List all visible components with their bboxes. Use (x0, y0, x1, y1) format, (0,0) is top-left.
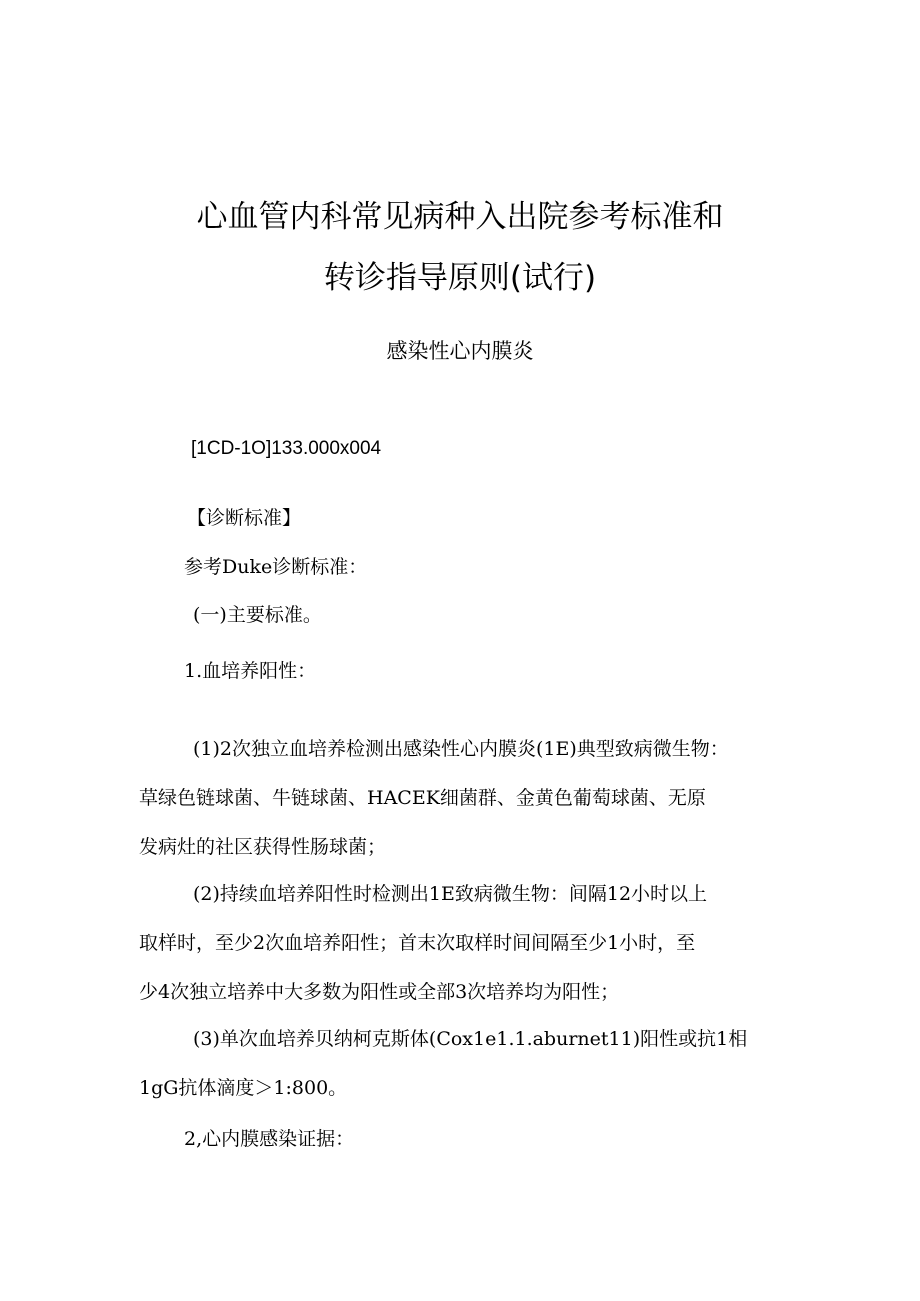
item-1-3-line-1: (3)单次血培养贝纳柯克斯体(Cox1e1.1.aburnet11)阳性或抗1相 (193, 1028, 748, 1050)
reference-criteria: 参考Duke诊断标准： (184, 556, 368, 578)
item-1-2-line-2: 取样时，至少2次血培养阳性；首末次取样时间间隔至少1小时，至 (139, 932, 696, 954)
item-1-heading: 1.血培养阳性： (184, 660, 317, 682)
item-1-1-line-1: (1)2次独立血培养检测出感染性心内膜炎(1E)典型致病微生物： (193, 738, 729, 760)
section-heading-diagnosis: 【诊断标准】 (187, 507, 302, 529)
document-title-line-2: 转诊指导原则(试行) (323, 260, 597, 296)
major-criteria-heading: (一)主要标准。 (193, 604, 322, 626)
item-1-1-line-3: 发病灶的社区获得性肠球菌； (139, 836, 387, 858)
item-1-2-line-1: (2)持续血培养阳性时检测出1E致病微生物：间隔12小时以上 (193, 883, 708, 905)
document-title-line-1: 心血管内科常见病种入出院参考标准和 (196, 199, 724, 235)
disease-code: [1CD-1O]133.000x004 (191, 438, 382, 459)
item-1-1-line-2: 草绿色链球菌、牛链球菌、HACEK细菌群、金黄色葡萄球菌、无原 (139, 787, 706, 809)
document-subtitle: 感染性心内膜炎 (386, 339, 534, 363)
item-1-3-line-2: 1gG抗体滴度＞1:800。 (139, 1077, 348, 1099)
item-2-heading: 2,心内膜感染证据： (184, 1128, 355, 1150)
item-1-2-line-3: 少4次独立培养中大多数为阳性或全部3次培养均为阳性； (139, 981, 620, 1003)
